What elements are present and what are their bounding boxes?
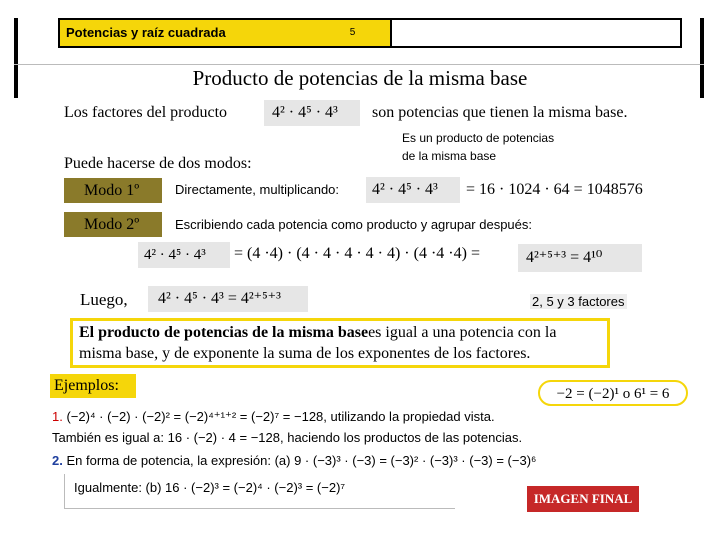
- example2b: Igualmente: (b) 16 · (−2)³ = (−2)⁴ · (−2)³ = (−2)⁷: [74, 480, 346, 495]
- modo1-expression: 4² · 4⁵ · 4³: [366, 177, 460, 203]
- intro-trail: son potencias que tienen la misma base.: [372, 104, 628, 121]
- rule-line2: misma base, y de exponente la suma de los exponentes de los factores.: [79, 345, 531, 362]
- example2-text: En forma de potencia, la expresión: (a) 9 · (−3)³ · (−3) = (−3)² · (−3)³ · (−3) = (−3)⁶: [66, 453, 537, 468]
- modo2-label: Modo 2º: [64, 212, 162, 237]
- intro-expression: 4² · 4⁵ · 4³: [264, 100, 360, 126]
- rule-bold: El producto de potencias de la misma base: [79, 324, 369, 341]
- header-bar: [58, 18, 682, 48]
- modo2-text: Escribiendo cada potencia como producto y agrupar después:: [175, 217, 532, 232]
- header-divider: [390, 20, 392, 46]
- expansion-left: 4² · 4⁵ · 4³: [138, 242, 230, 268]
- expansion-result: 4²⁺⁵⁺³ = 4¹⁰: [518, 244, 642, 272]
- factors-note: 2, 5 y 3 factores: [532, 294, 625, 309]
- intro-note-line2: de la misma base: [402, 149, 497, 163]
- example2: [52, 453, 536, 468]
- modo1-label: Modo 1º: [64, 178, 162, 203]
- intro-note-line1: Es un producto de potencias: [402, 131, 555, 145]
- example2-number: 2.: [52, 453, 63, 468]
- modo1-text: Directamente, multiplicando:: [175, 182, 340, 197]
- intro-lead: Los factores del producto: [64, 104, 228, 121]
- example1: [52, 409, 495, 425]
- luego-expression: 4² · 4⁵ · 4³ = 4²⁺⁵⁺³: [148, 286, 308, 312]
- header-title: Potencias y raíz cuadrada: [60, 20, 315, 46]
- header-page-number: 5: [315, 20, 390, 46]
- examples-aside: −2 = (−2)¹ o 6¹ = 6: [538, 380, 688, 406]
- luego-label: Luego,: [80, 290, 128, 309]
- final-image-button[interactable]: IMAGEN FINAL: [527, 486, 639, 512]
- expansion-middle: = (4 ·4) · (4 · 4 · 4 · 4 · 4) · (4 ·4 ·4) =: [234, 245, 480, 262]
- example1-number: 1.: [52, 409, 63, 424]
- ways-heading: Puede hacerse de dos modos:: [64, 155, 252, 172]
- page-title: Producto de potencias de la misma base: [192, 66, 528, 90]
- rule-box: [70, 318, 610, 368]
- examples-label: Ejemplos:: [50, 374, 136, 398]
- title-rule: [14, 64, 704, 65]
- example1-text: (−2)⁴ · (−2) · (−2)² = (−2)⁴⁺¹⁺² = (−2)⁷ = −128, utilizando la propiedad vista.: [66, 409, 495, 424]
- example1-also: También es igual a: 16 · (−2) · 4 = −128, haciendo los productos de las potencias.: [52, 430, 523, 445]
- rule-line1: [79, 324, 556, 342]
- rule-rest: es igual a una potencia con la: [368, 324, 557, 341]
- modo1-result: = 16 · 1024 · 64 = 1048576: [466, 181, 643, 198]
